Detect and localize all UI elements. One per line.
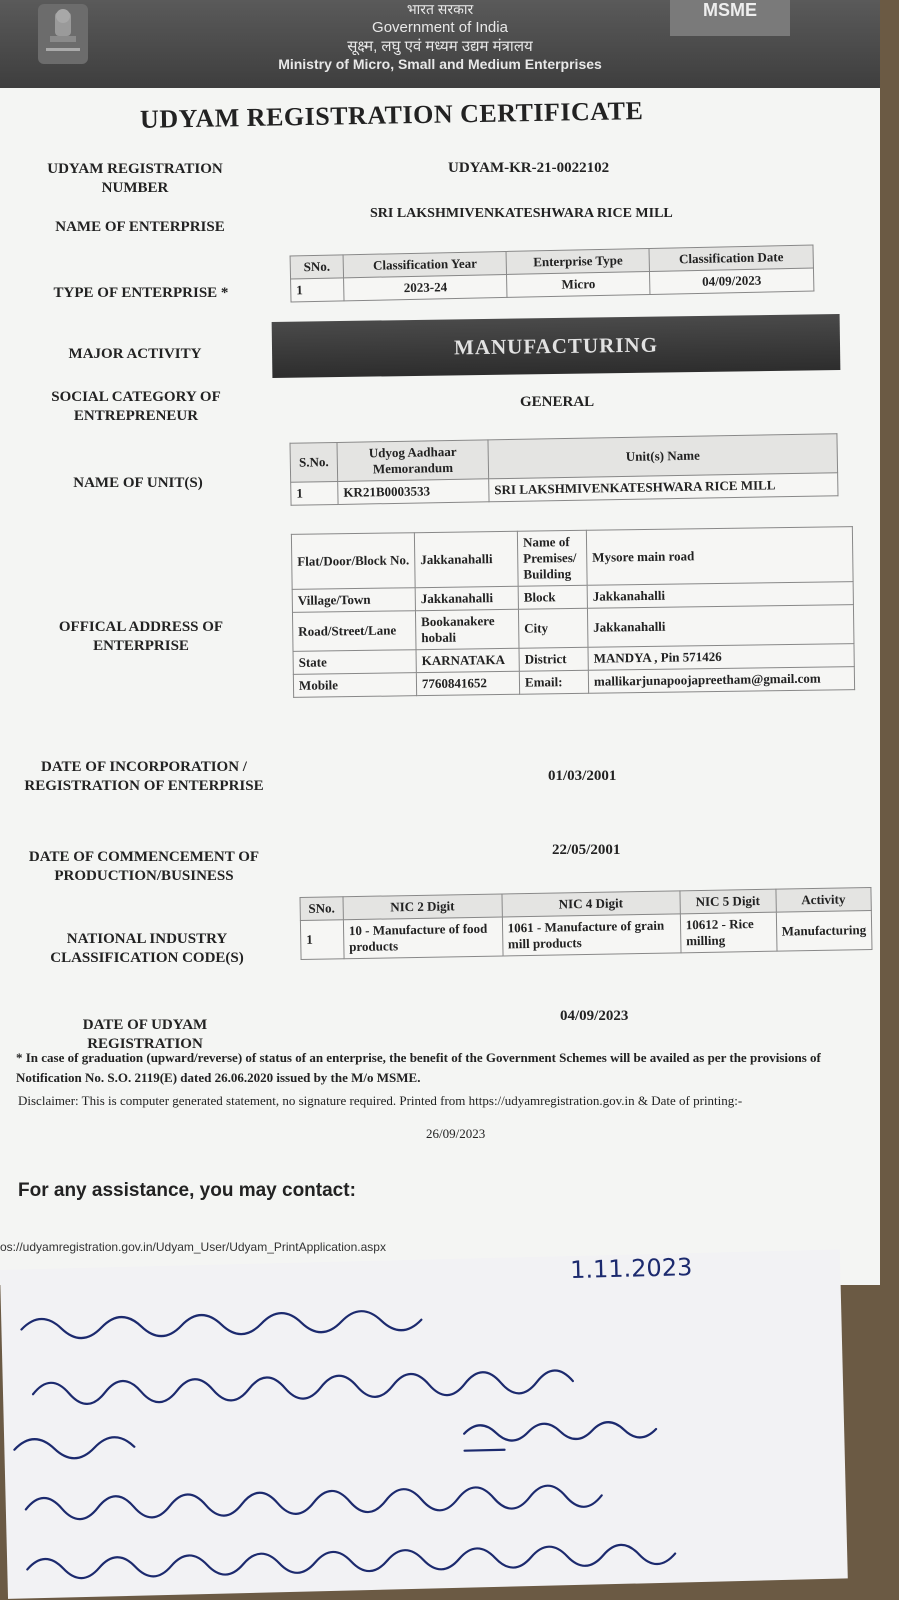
print-url: os://udyamregistration.gov.in/Udyam_User/Udyam_PrintApplication.aspx: [0, 1240, 386, 1254]
udyam-date-value: 04/09/2023: [560, 1008, 629, 1024]
unit-th-sno: S.No.: [290, 442, 338, 482]
unit-th-uam: Udyog Aadhaar Memorandum: [337, 440, 489, 482]
city-value: Jakkanahalli: [587, 605, 854, 648]
state-label: State: [293, 650, 416, 675]
type-year: 2023-24: [344, 274, 508, 300]
village-label: Village/Town: [292, 588, 415, 613]
nic-4digit: 1061 - Manufacture of grain mill products: [502, 914, 681, 956]
graduation-note: * In case of graduation (upward/reverse) of status of an enterprise, the benefit of the Government Schemes will be availed as per the provisions of Notification No. S.O. 2119(E) dated 26.06.2020 issued by the M/o MSME.: [16, 1050, 821, 1085]
type-th-sno: SNo.: [290, 255, 344, 279]
enterprise-type-label: TYPE OF ENTERPRISE *: [53, 285, 229, 301]
incorporation-date-label: DATE OF INCORPORATION / REGISTRATION OF ENTERPRISE: [24, 759, 264, 794]
nic-th-sno: SNo.: [300, 897, 343, 921]
flat-label: Flat/Door/Block No.: [291, 533, 415, 590]
national-emblem-icon: [38, 4, 88, 64]
enterprise-name-value: SRI LAKSHMIVENKATESHWARA RICE MILL: [370, 206, 673, 221]
major-activity-label: MAJOR ACTIVITY: [68, 346, 202, 362]
flat-value: Jakkanahalli: [414, 531, 518, 587]
government-of-india-text: Government of India: [372, 19, 508, 36]
address-label: OFFICAL ADDRESS OF ENTERPRISE: [58, 619, 224, 654]
nic-th-5digit: NIC 5 Digit: [680, 889, 776, 914]
nic-sno: 1: [300, 920, 344, 960]
nic-th-activity: Activity: [775, 888, 871, 913]
handwritten-note: [0, 1249, 848, 1598]
handwritten-date: 1.11.2023: [569, 1253, 693, 1285]
incorporation-date-value: 01/03/2001: [548, 768, 617, 784]
commencement-date-label: DATE OF COMMENCEMENT OF PRODUCTION/BUSINESS: [28, 849, 260, 884]
msme-logo: MSME: [670, 0, 790, 36]
reg-number-value: UDYAM-KR-21-0022102: [448, 160, 610, 176]
block-value: Jakkanahalli: [587, 582, 853, 609]
state-value: KARNATAKA: [416, 648, 519, 672]
unit-table: [289, 433, 838, 506]
type-th-type: Enterprise Type: [506, 248, 649, 274]
hindi-ministry-text: सूक्ष्म, लघु एवं मध्यम उद्यम मंत्रालय: [347, 38, 533, 55]
disclaimer-text: Disclaimer: This is computer generated statement, no signature required. Printed from https://udyamregistration.gov.in & Date of printing:-: [18, 1093, 743, 1108]
city-label: City: [518, 608, 588, 648]
village-value: Jakkanahalli: [415, 586, 518, 610]
government-header: [0, 0, 880, 88]
ministry-name-text: Ministry of Micro, Small and Medium Enterprises: [278, 56, 602, 72]
enterprise-name-label: NAME OF ENTERPRISE: [55, 219, 225, 235]
block-label: Block: [518, 585, 587, 609]
reg-number-label: UDYAM REGISTRATION NUMBER: [47, 161, 223, 196]
print-date: 26/09/2023: [426, 1126, 486, 1141]
district-value: MANDYA , Pin 571426: [588, 644, 854, 671]
type-value: Micro: [507, 271, 650, 297]
unit-th-name: Unit(s) Name: [488, 434, 838, 479]
nic-th-4digit: NIC 4 Digit: [502, 891, 681, 917]
unit-sno: 1: [291, 481, 338, 505]
hindi-government-text: भारत सरकार: [406, 1, 474, 17]
nic-table: [299, 887, 872, 960]
type-date: 04/09/2023: [650, 268, 814, 294]
major-activity-value: MANUFACTURING: [272, 314, 841, 378]
road-label: Road/Street/Lane: [292, 611, 416, 652]
unit-name: SRI LAKSHMIVENKATESHWARA RICE MILL: [489, 473, 838, 502]
udyam-date-label: DATE OF UDYAM REGISTRATION: [82, 1017, 208, 1052]
mobile-label: Mobile: [293, 673, 416, 698]
type-th-year: Classification Year: [343, 251, 507, 277]
certificate-title: UDYAM REGISTRATION CERTIFICATE: [139, 96, 644, 134]
type-th-date: Classification Date: [649, 245, 813, 271]
mobile-value: 7760841652: [416, 671, 519, 695]
premises-label: Name of Premises/ Building: [517, 530, 587, 586]
enterprise-type-table: [290, 245, 815, 303]
nic-label: NATIONAL INDUSTRY CLASSIFICATION CODE(S): [50, 931, 244, 966]
social-category-value: GENERAL: [520, 394, 595, 410]
nic-2digit: 10 - Manufacture of food products: [343, 917, 502, 959]
premises-value: Mysore main road: [586, 527, 853, 586]
email-label: Email:: [519, 670, 588, 694]
commencement-date-value: 22/05/2001: [552, 842, 621, 858]
unit-uam: KR21B0003533: [338, 479, 489, 505]
unit-names-label: NAME OF UNIT(S): [73, 475, 203, 491]
nic-5digit: 10612 - Rice milling: [680, 912, 776, 953]
road-value: Bookanakere hobali: [415, 609, 519, 649]
nic-th-2digit: NIC 2 Digit: [343, 894, 502, 920]
social-category-label: SOCIAL CATEGORY OF ENTREPRENEUR: [51, 389, 221, 424]
type-sno: 1: [291, 278, 345, 302]
address-table: [291, 526, 855, 698]
district-label: District: [519, 647, 588, 671]
assistance-heading: For any assistance, you may contact:: [18, 1180, 356, 1201]
email-value: mallikarjunapoojapreetham@gmail.com: [588, 667, 854, 694]
handwriting-scribble-icon: [0, 1270, 827, 1600]
nic-activity: Manufacturing: [776, 911, 872, 952]
